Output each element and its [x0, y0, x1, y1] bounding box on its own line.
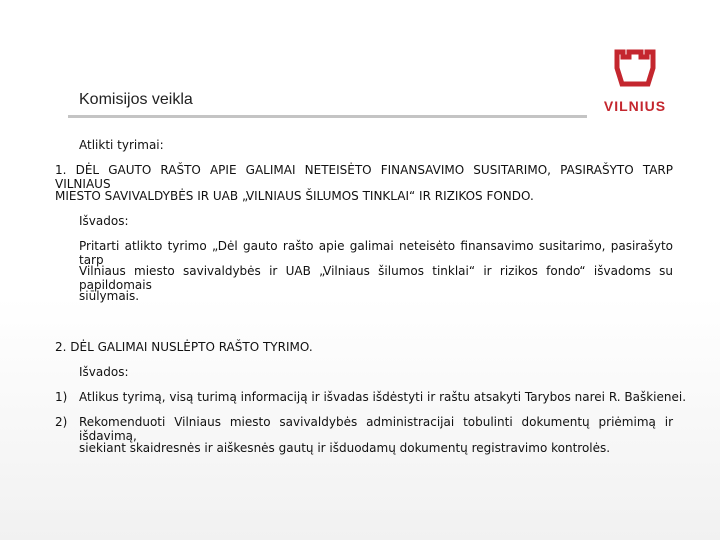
completed-studies-label: Atlikti tyrimai: [79, 138, 164, 152]
conclusions-label: Išvados: [79, 365, 129, 379]
conclusion1-line2: Vilniaus miesto savivaldybės ir UAB „Vilniaus šilumos tinklai“ ir rizikos fondo“ išvadoms su papildomais [79, 264, 673, 292]
item1-line2: MIESTO SAVIVALDYBĖS IR UAB „VILNIAUS ŠILUMOS TINKLAI“ IR RIZIKOS FONDO. [55, 189, 534, 203]
conclusions-label: Išvados: [79, 214, 129, 228]
list-item-text-continued: siekiant skaidresnės ir aiškesnės gautų ir išduodamų dokumentų registravimo kontrolės. [79, 441, 611, 455]
castle-tower-icon [596, 44, 674, 96]
vilnius-logo [596, 44, 674, 118]
page-title: Komisijos veikla [79, 91, 193, 108]
conclusion1-line3: siūlymais. [79, 289, 140, 303]
conclusion1-line1: Pritarti atlikto tyrimo „Dėl gauto rašto apie galimai neteisėto finansavimo susitarimo, pasirašyto tarp [79, 239, 673, 267]
list-item-text: Atlikus tyrimą, visą turimą informaciją ir išvadas išdėstyti ir raštu atsakyti Tarybos narei R. Baškienei. [79, 390, 687, 404]
list-number: 1) [55, 390, 68, 404]
logo-text: VILNIUS [603, 98, 667, 114]
item1-line1: 1. DĖL GAUTO RAŠTO APIE GALIMAI NETEISĖTO FINANSAVIMO SUSITARIMO, PASIRAŠYTO TARP VILNIAUS [55, 163, 673, 191]
item2-heading: 2. DĖL GALIMAI NUSLĖPTO RAŠTO TYRIMO. [55, 340, 313, 354]
header-divider [68, 115, 587, 118]
list-item-text: Rekomenduoti Vilniaus miesto savivaldybės administracijai tobulinti dokumentų priėmimą ir išdavimą, [79, 415, 673, 443]
list-number: 2) [55, 415, 68, 429]
